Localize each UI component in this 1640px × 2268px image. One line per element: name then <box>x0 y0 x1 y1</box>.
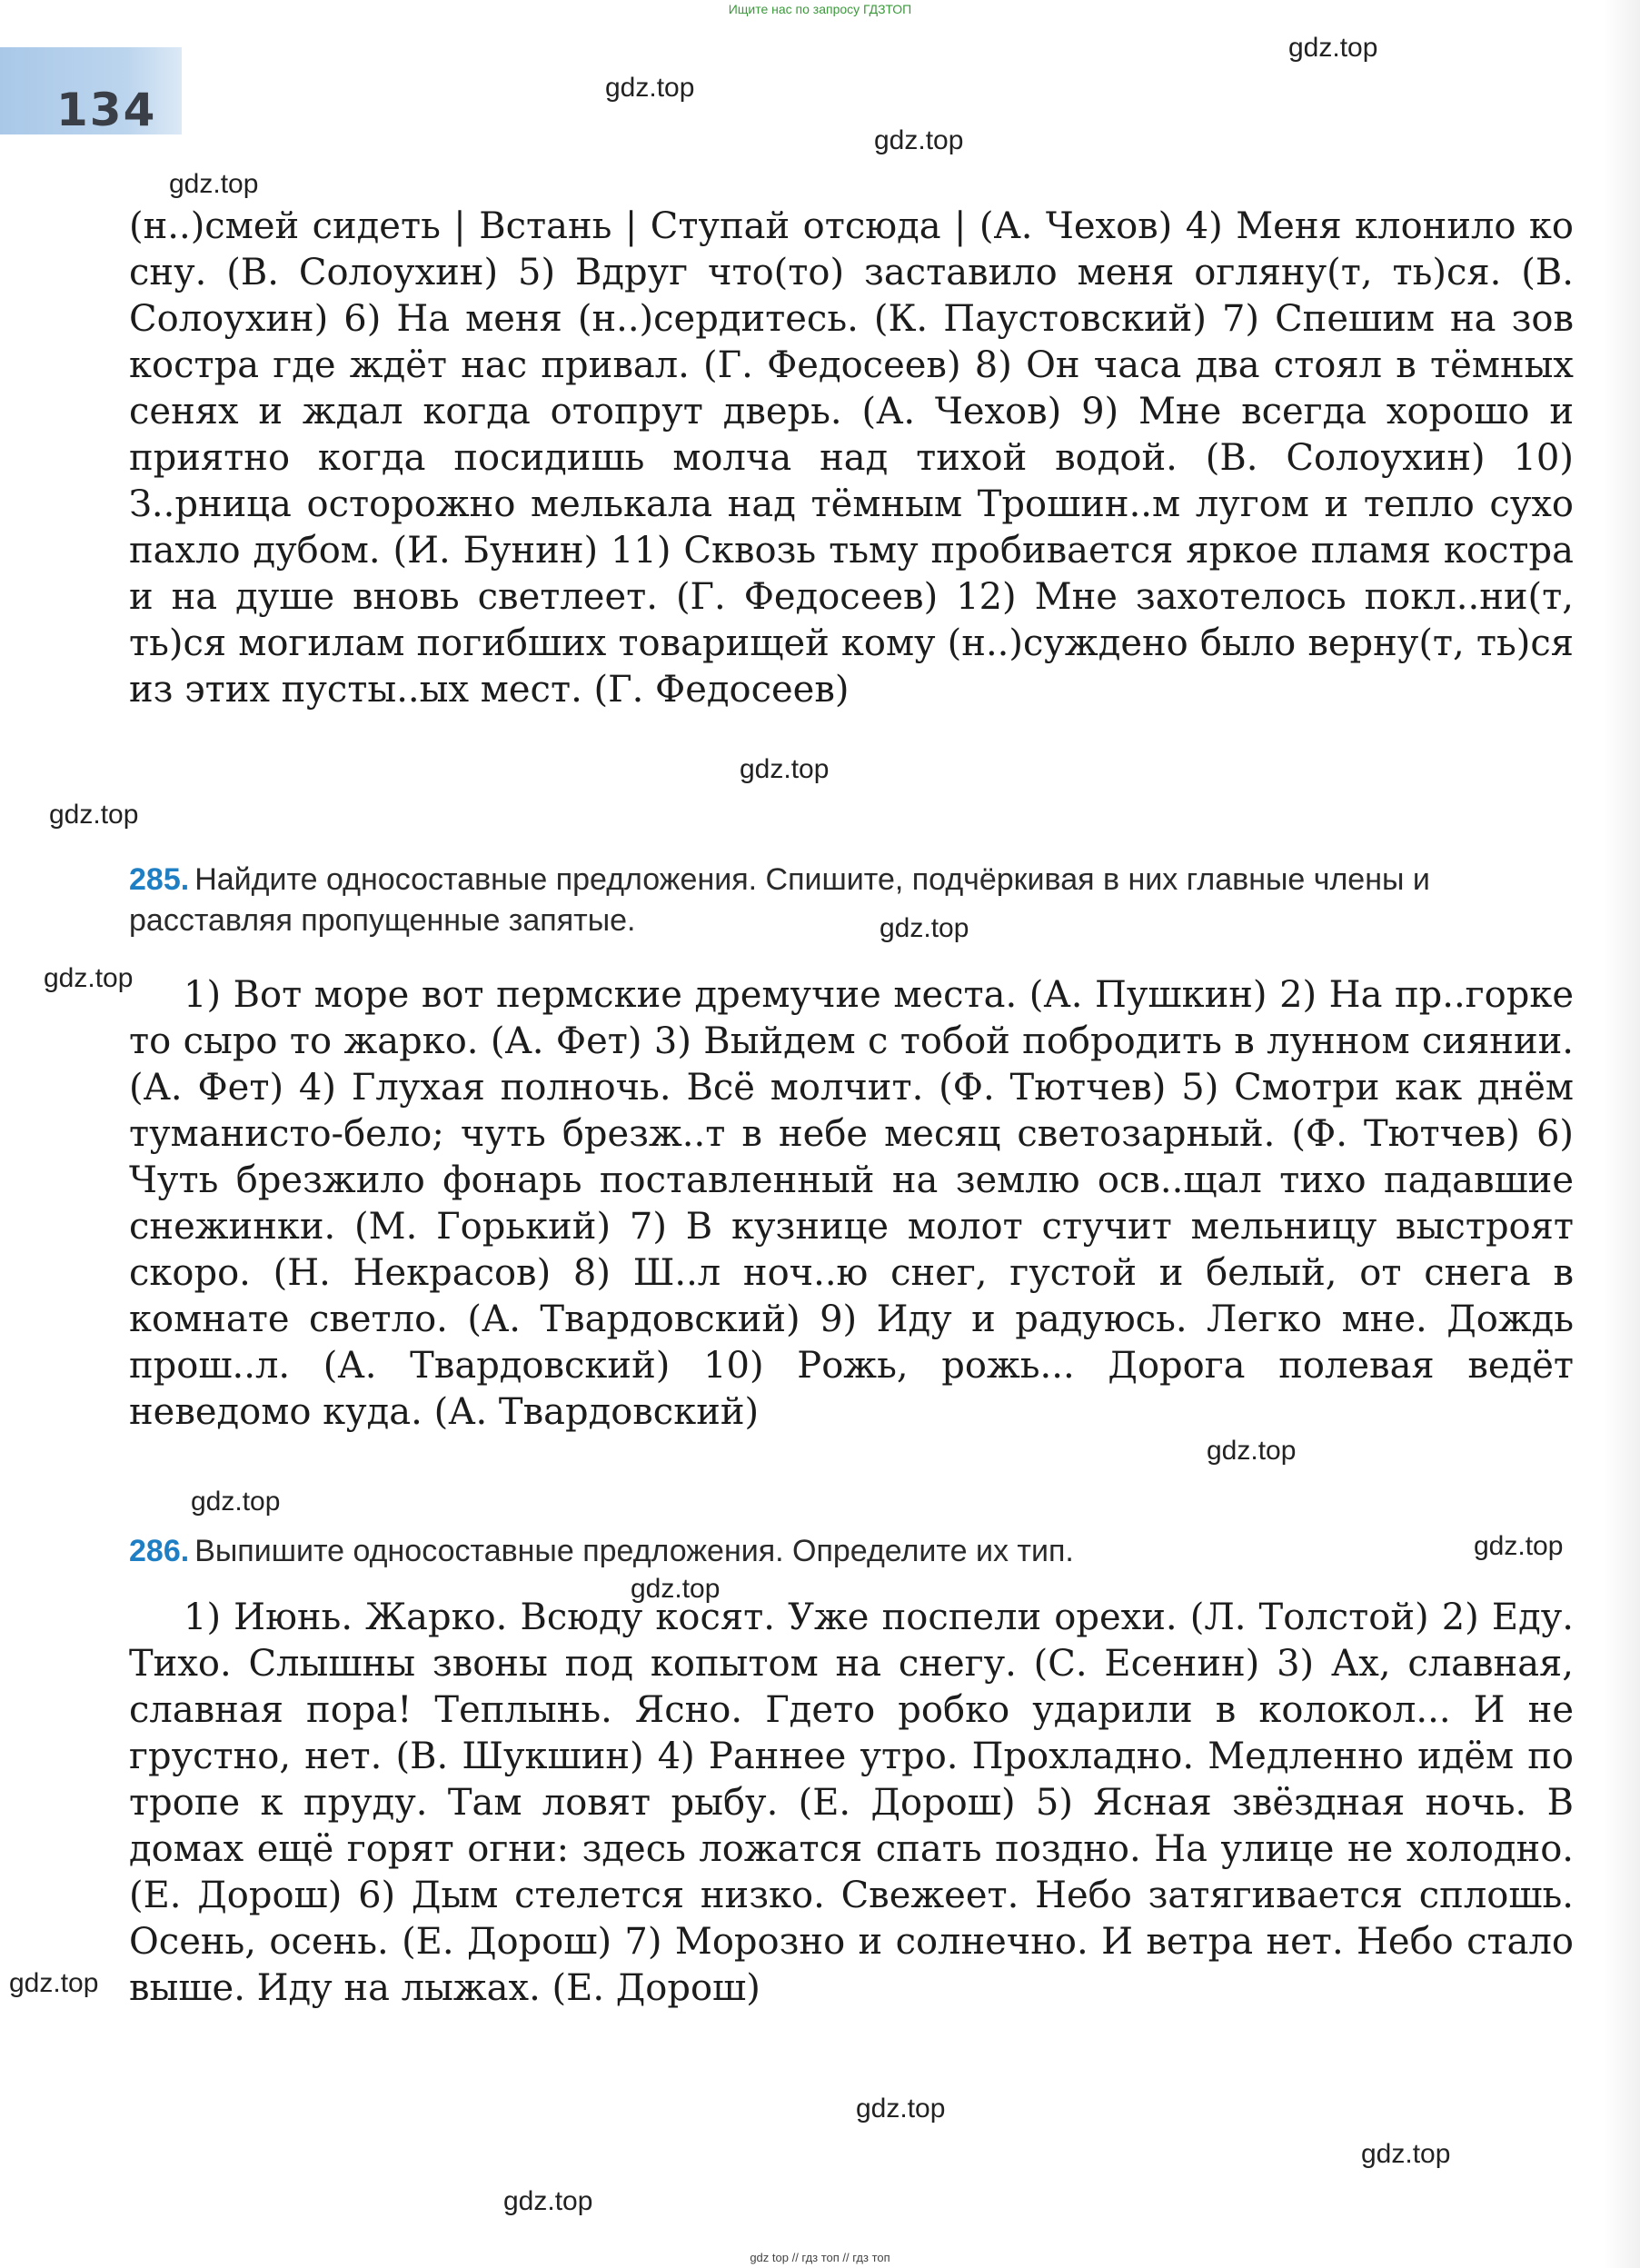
exercise-285-task <box>129 860 1574 941</box>
exercise-286-instruction: Выпишите односоставные предложения. Определите их тип. <box>194 1534 1074 1568</box>
exercise-286-number: 286. <box>129 1534 190 1568</box>
watermark: gdz.top <box>880 913 969 943</box>
watermark: gdz.top <box>874 125 964 155</box>
watermark: gdz.top <box>605 73 695 103</box>
bottom-banner: gdz top // гдз топ // гдз топ <box>750 2251 890 2264</box>
watermark: gdz.top <box>1361 2139 1451 2169</box>
exercise-286-text: 1) Июнь. Жарко. Всюду косят. Уже поспели орехи. (Л. Толстой) 2) Еду. Тихо. Слышны звоны под копытом на снегу. (С. Есенин) 3) Ах, славная, славная пора! Теплынь. Ясно. Гдето робко ударили в колокол... И не грустно, нет. (В. Шукшин) 4) Раннее утро. Прохладно. Медленно идём по тропе к пруду. Там ловят рыбу. (Е. Дорош) 5) Ясная звёздная ночь. В домах ещё горят огни: здесь ложатся спать поздно. На улице не холодно. (Е. Дорош) 6) Дым стелется низко. Свежеет. Небо затягивается сплошь. Осень, осень. (Е. Дорош) 7) Морозно и солнечно. И ветра нет. Небо стало выше. Иду на лыжах. (Е. Дорош) <box>129 1597 1574 2009</box>
watermark: gdz.top <box>44 963 134 993</box>
page-edge-shadow <box>1604 0 1640 2268</box>
watermark: gdz.top <box>1207 1436 1297 1466</box>
watermark: gdz.top <box>631 1574 721 1604</box>
top-banner: Ищите нас по запросу ГДЗТОП <box>728 2 912 16</box>
exercise-285-text: 1) Вот море вот пермские дремучие места. (А. Пушкин) 2) На пр..горке то сыро то жарко. (А. Фет) 3) Выйдем с тобой побродить в лунном сиянии. (А. Фет) 4) Глухая полночь. Всё молчит. (Ф. Тютчев) 5) Смотри как днём туманисто-бело; чуть брезж..т в небе месяц светозарный. (Ф. Тютчев) 6) Чуть брезжило фонарь поставленный на землю осв..щал тихо падавшие снежинки. (М. Горький) 7) В кузнице молот стучит мельницу выстроят скоро. (Н. Некрасов) 8) Ш..л ноч..ю снег, густой и белый, от снега в комнате светло. (А. Твардовский) 9) Иду и радуюсь. Легко мне. Дождь прош..л. (А. Твардовский) 10) Рожь, рожь... Дорога полевая ведёт неведомо куда. (А. Твардовский) <box>129 974 1574 1433</box>
watermark: gdz.top <box>1288 33 1378 63</box>
watermark: gdz.top <box>856 2094 946 2124</box>
watermark: gdz.top <box>9 1968 99 1998</box>
page-number: 134 <box>56 84 157 136</box>
exercise-286-task <box>129 1531 1574 1572</box>
exercise-285-instruction: Найдите односоставные предложения. Спишите, подчёркивая в них главные члены и расставляя пропущенные запятые. <box>129 862 1430 938</box>
exercise-285-number: 285. <box>129 862 190 897</box>
watermark: gdz.top <box>169 169 259 199</box>
watermark: gdz.top <box>503 2186 593 2216</box>
watermark: gdz.top <box>49 800 139 830</box>
watermark: gdz.top <box>740 754 830 784</box>
watermark: gdz.top <box>1474 1531 1564 1561</box>
continued-exercise-text: (н..)смей сидеть | Встань | Ступай отсюда | (А. Чехов) 4) Меня клонило ко сну. (В. Солоухин) 5) Вдруг что(то) заставило меня огляну(т, ть)ся. (В. Солоухин) 6) На меня (н..)сердитесь. (К. Паустовский) 7) Спешим на зов костра где ждёт нас привал. (Г. Федосеев) 8) Он часа два стоял в тёмных сенях и ждал когда отопрут дверь. (А. Чехов) 9) Мне всегда хорошо и приятно когда посидишь молча над тихой водой. (В. Солоухин) 10) З..рница осторожно мелькала над тёмным Трошин..м лугом и тепло сухо пахло дубом. (И. Бунин) 11) Сквозь тьму пробивается яркое пламя костра и на душе вновь светлеет. (Г. Федосеев) 12) Мне захотелось покл..ни(т, ть)ся могилам погибших товарищей кому (н..)суждено было верну(т, ть)ся из этих пусты..ых мест. (Г. Федосеев) <box>129 205 1574 711</box>
watermark: gdz.top <box>191 1487 281 1517</box>
